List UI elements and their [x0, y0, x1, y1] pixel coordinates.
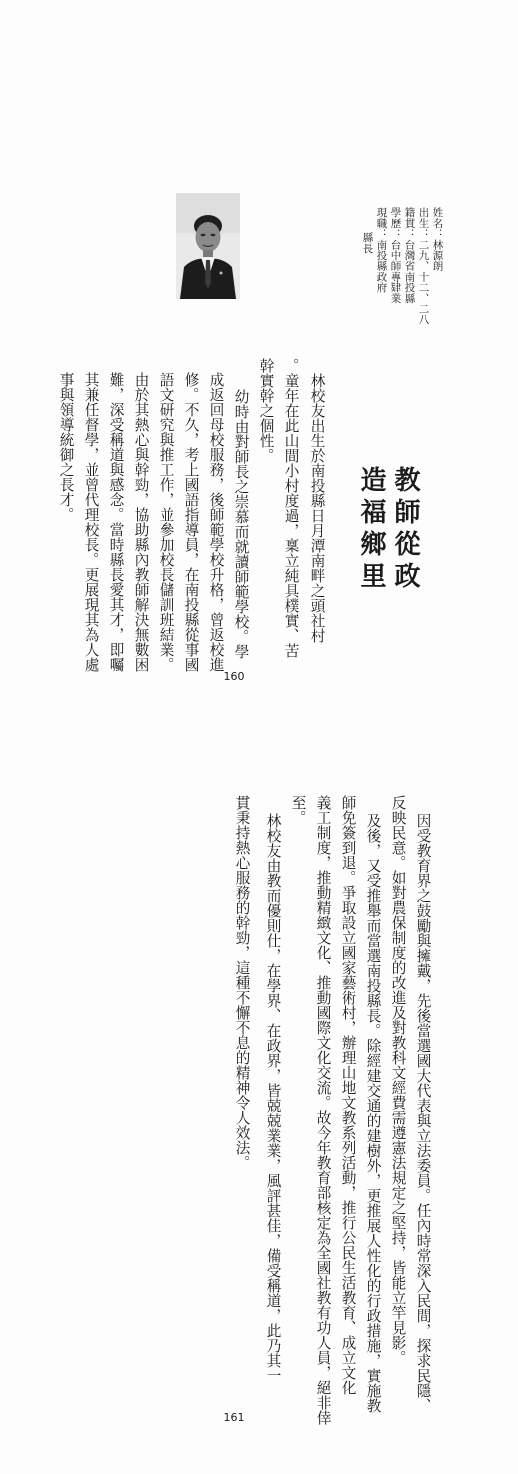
profile-position: 現職：南投縣政府	[375, 207, 388, 293]
page-number: 161	[223, 1411, 245, 1424]
profile-position-cont: 縣長	[361, 232, 374, 254]
body-column: 成返回母校服務，後師範學校升格，曾返校進	[207, 372, 225, 672]
body-column: 因受教育界之鼓勵與擁戴，先後當選國大代表與立法委員。任內時常深入民間，探求民隱、	[414, 813, 432, 1413]
profile-education: 學歷：台中師專肄業	[389, 207, 402, 304]
body-column: 難，深受稱道與感念。當時縣長愛其才，即囑	[107, 372, 125, 672]
body-column: 及後，又受推舉而當選南投縣長。除經建交通的建樹外，更推展人性化的行政措施，實施教	[364, 813, 382, 1413]
body-column: 幹實幹之個性。	[257, 358, 275, 463]
profile-birth: 出生：二九、十二、二八	[417, 207, 430, 325]
body-column: 師免簽到退。爭取設立國家藝術村，辦理山地文教系列活動，推行公民生活教育、成立文化	[339, 795, 357, 1395]
body-column: 由於其熱心與幹勁，協助縣內教師解決無數困	[132, 372, 150, 672]
body-column: 反映民意。如對農保制度的改進及對教科文經費需遵憲法規定之堅持，皆能立竿見影。	[389, 795, 407, 1365]
body-column: 修。不久，考上國語指導員，在南投縣從事國	[182, 372, 200, 672]
body-column: 其兼任督學，並曾代理校長。更展現其為人處	[82, 372, 100, 672]
profile-origin: 籍貫：台灣省南投縣	[403, 207, 416, 304]
body-column: 幼時由對師長之崇慕而就讀師範學校。學	[232, 389, 250, 659]
profile-name: 姓名：林源朗	[431, 207, 444, 272]
body-column: 貫秉持熱心服務的幹勁，這種不懈不息的精神令人效法。	[233, 795, 251, 1170]
body-column: 。童年在此山間小村度過，稟立純具樸實、苦	[282, 358, 300, 658]
page-161	[0, 737, 518, 1474]
body-column: 林校友由教而優則仕，在學界、在政界，皆兢兢業業，風評甚佳，備受稱道，此乃其一	[264, 813, 282, 1383]
body-column: 事與領導統御之長才。	[57, 372, 75, 522]
body-column: 至。	[289, 795, 307, 825]
page-number: 160	[223, 670, 245, 683]
title-line-2: 造福鄉里	[356, 466, 386, 594]
title-line-1: 教師從政	[390, 466, 420, 594]
body-column: 語文研究與推工作，並參加校長儲訓班結業。	[157, 372, 175, 672]
portrait-photo	[176, 193, 240, 299]
body-column: 林校友出生於南投縣日月潭南畔之頭社村	[308, 373, 326, 643]
body-column: 義工制度，推動精緻文化、推動國際文化交流。故今年教育部核定為全國社教有功人員，絕非倖	[314, 795, 332, 1425]
